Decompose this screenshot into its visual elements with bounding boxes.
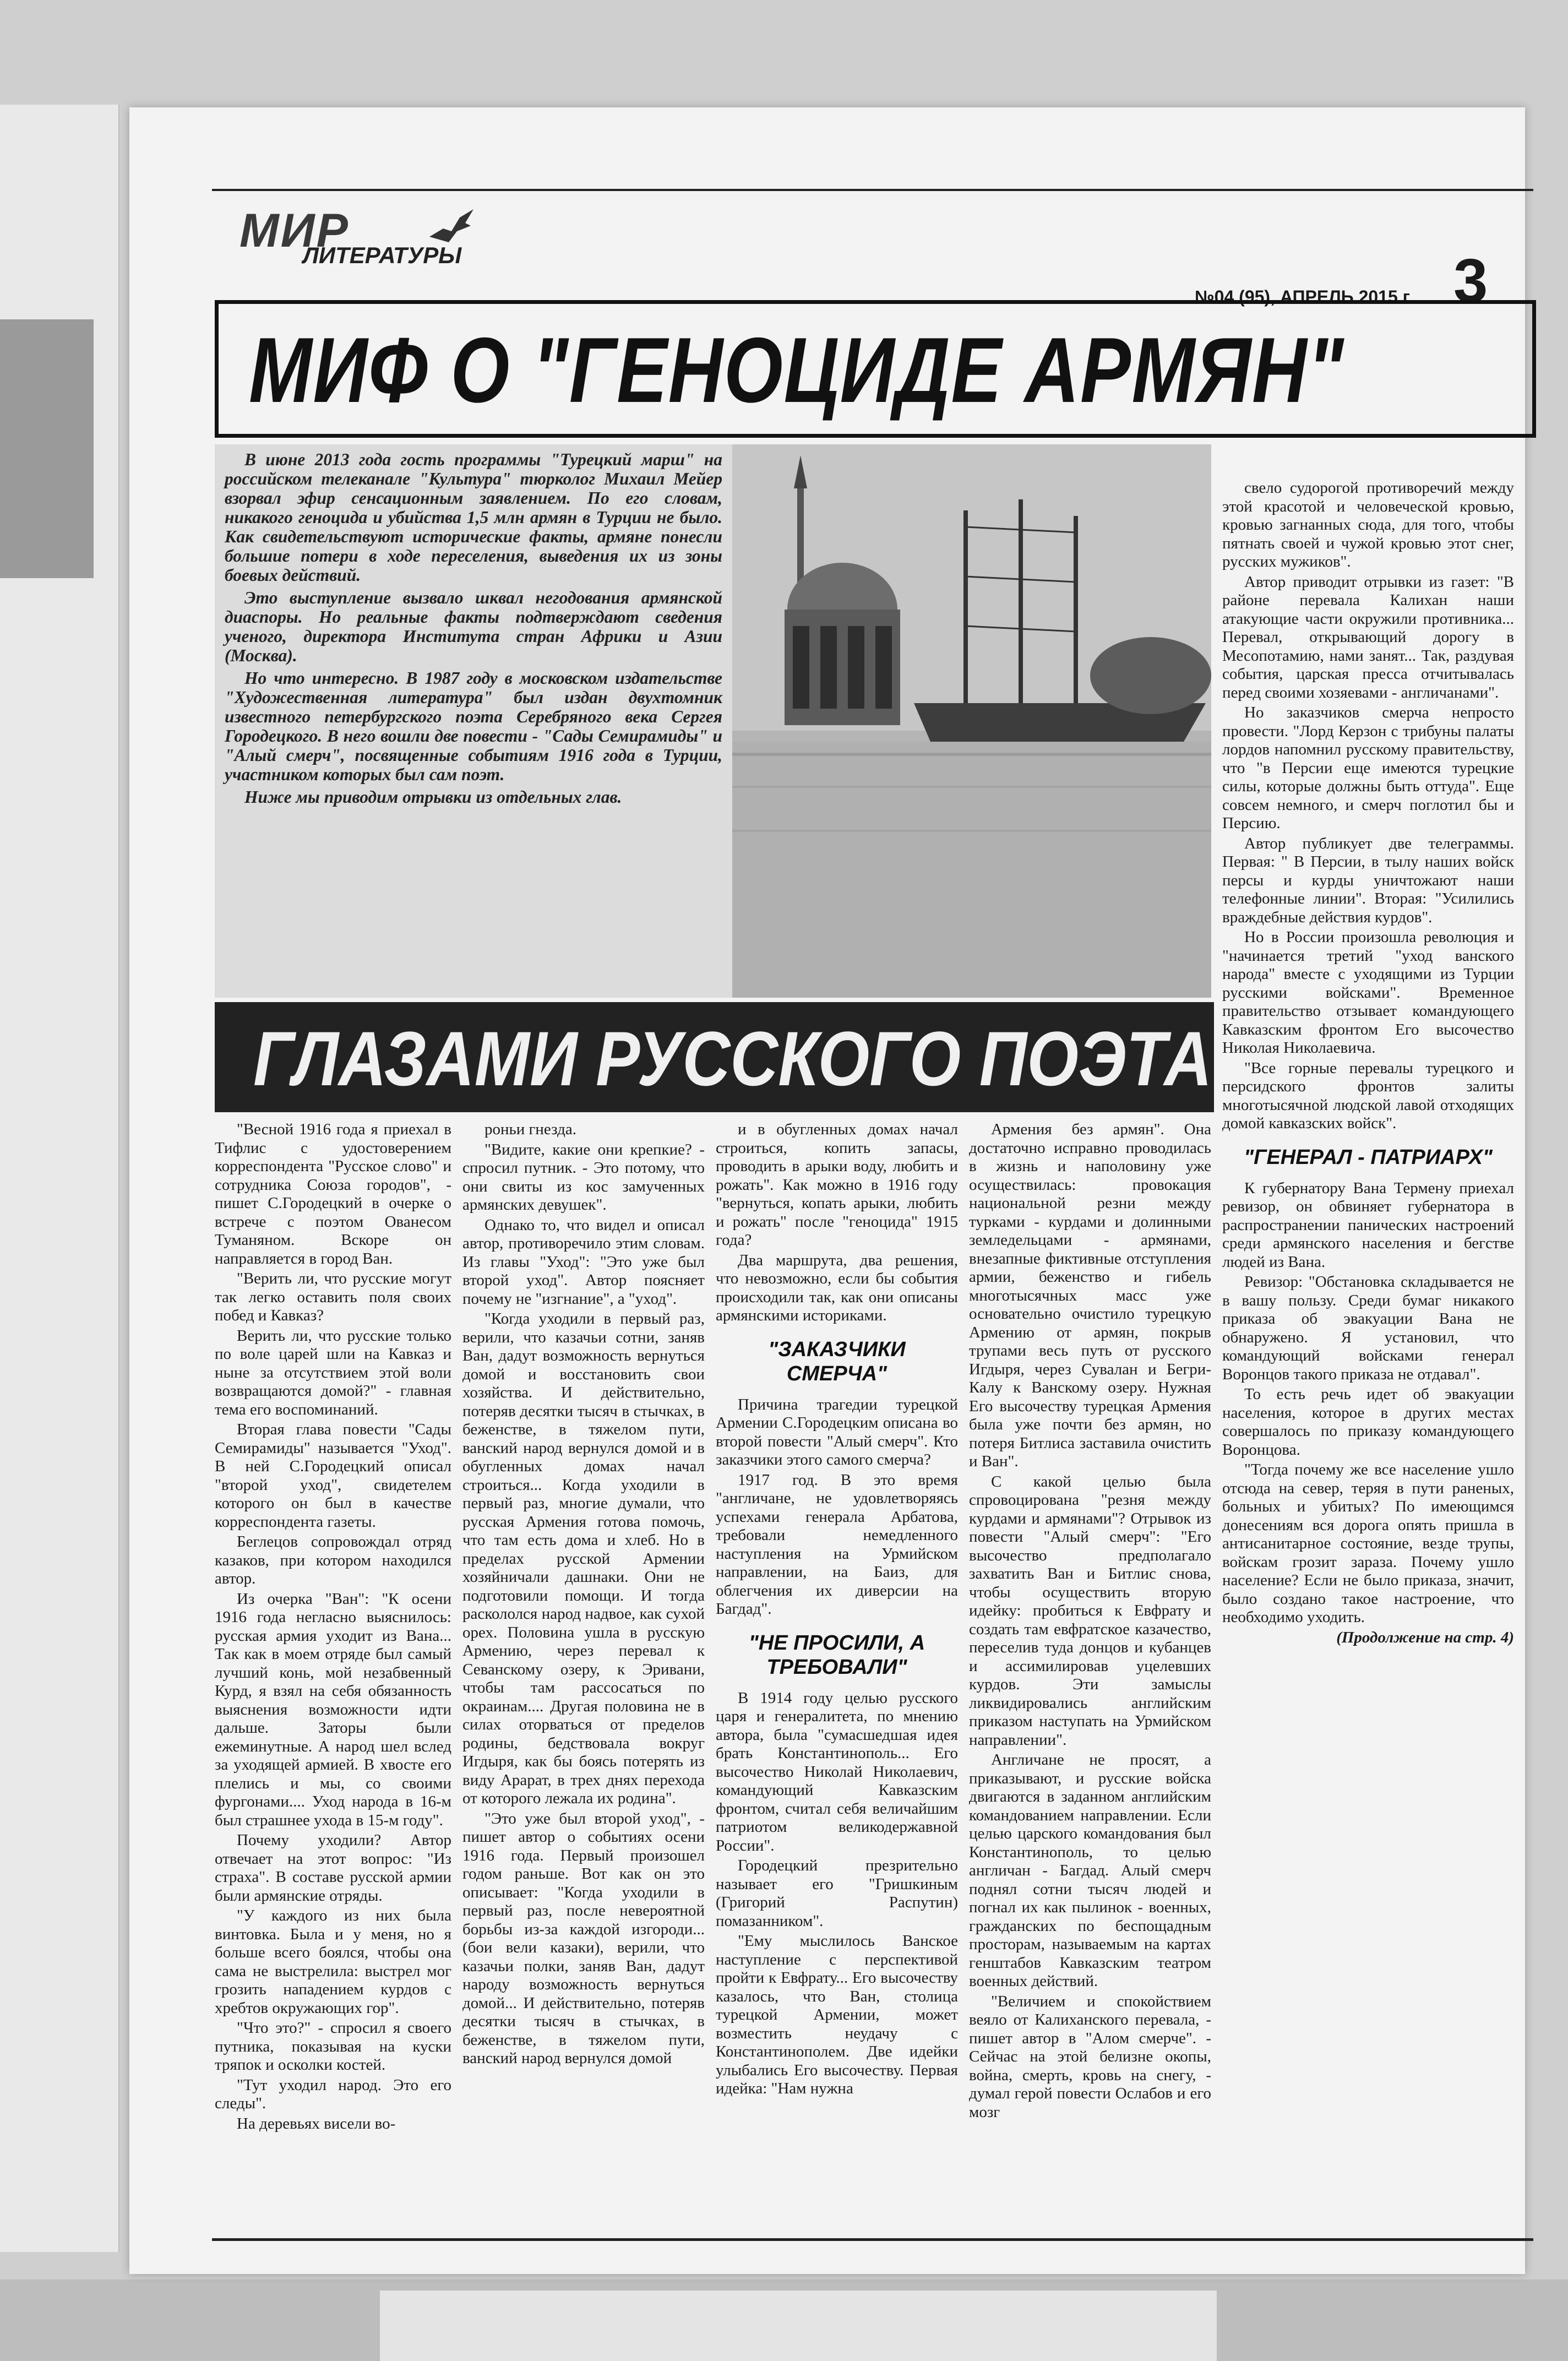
lead-text: В июне 2013 года гость программы "Турецкий марш" на российском телеканале "Культура" тюрколог Михаил Мейер взорвал эфир сенсационным заявлением. По его словам, никакого геноцида и убийства 1,5 млн армян в Турции не было. Как свидетельствуют исторические факты, армяне понесли большие потери в ходе переселения, выведения их из зоны боевых действий.	[225, 450, 722, 585]
paragraph: Ревизор: "Обстановка складывается не в вашу пользу. Среди бумаг никакого приказа об эвакуации Вана не обнаружено. Я установил, что командующий войсками генерал Воронцов такого приказа не отдавал".	[1222, 1273, 1514, 1383]
article-column-4	[969, 1120, 1211, 2123]
paragraph: "Это уже был второй уход", - пишет автор о событиях осени 1916 года. Первый произошел годом раньше. Вот как он это описывает: "Когда уходили в первый раз, после невероятной борьбы из-за каждой изгороди... (бои вели казаки), верили, что казачьи полки, заняв Ван, дадут народу возможность вернуться домой... И действительно, потеряв десятки тысяч в стычках, в беженстве, в тяжелом пути, ванский народ вернулся домой	[462, 1809, 705, 2067]
article-column-1	[215, 1120, 451, 2135]
paragraph: Верить ли, что русские только по воле царей шли на Кавказ и ныне за отсутствием этой воли возвращаются домой?" - главная тема его воспоминаний.	[215, 1326, 451, 1418]
paragraph: "У каждого из них была винтовка. Была и у меня, но я больше всего боялся, чтобы она сама не выстрелила: выстрел мог грозить нападением курдов с хребтов окружающих гор".	[215, 1907, 451, 2017]
paragraph: роньи гнезда.	[484, 1120, 576, 1138]
paragraph: 1917 год. В это время "англичане, не удовлетворяясь успехами генерала Арбатова, требовали немедленного наступления на Урмийском направлении, на Баиз, для облегчения их диверсии на Багдад".	[716, 1471, 958, 1618]
paragraph: Армения без армян". Она достаточно исправно проводилась в жизнь и наполовину уже осуществилась: провокация национальной резни между турками - курдами и долинными земледельцами - армянами, внезапные фиктивные отступления армии, беженство и гибель многотысячных масс уже основательно очистило турецкую Армению от армян, покрыв трупами весь путь от русского Игдыря, через Сувалан и Бегри-Калу к Ванскому озеру. Нужная Его высочеству турецкая Армения была уже почти без армян, но потеря Битлиса заставила очистить и Ван".	[969, 1120, 1211, 1470]
lead-text: Ниже мы приводим отрывки из отдельных глав.	[244, 787, 622, 807]
lead-text: Но что интересно. В 1987 году в московском издательстве "Художественная литература" был издан двухтомник известного петербургского поэта Серебряного века Сергея Городецкого. В него вошли две повести - "Сады Семирамиды" и "Алый смерч", посвященные событиям 1916 года в Турции, участником которых был сам поэт.	[225, 668, 722, 784]
paragraph: Городецкий презрительно называет его "Гришкиным (Григорий Распутин) помазанником".	[716, 1857, 958, 1930]
headline: МИФ О "ГЕНОЦИДЕ АРМЯН"	[249, 318, 1345, 422]
paragraph: Два маршрута, два решения, что невозможно, если бы события происходили так, как они описаны армянскими историками.	[716, 1251, 958, 1324]
paragraph: Автор приводит отрывки из газет: "В районе перевала Калихан наши атакующие части окружили противника... Перевал, открывающий дорогу в Месопотамию, нами занят... Так, раздувая события, царская пресса отчитывалась перед своими хозяевами - англичанами".	[1222, 573, 1514, 701]
mosque-photo	[732, 444, 1211, 998]
paragraph: Автор публикует две телеграммы. Первая: " В Персии, в тылу наших войск персы и курды уничтожают наши телефонные линии". Вторая: "Усилились враждебные действия курдов".	[1222, 834, 1514, 926]
paragraph: Но в России произошла революция и "начинается третий "уход ванского народа" вместе с уходящими из Турции русскими войсками". Временное правительство отзывает командующего Кавказским фронтом Его высочество Николая Николаевича.	[1222, 928, 1514, 1057]
background-card	[380, 2291, 1217, 2361]
paragraph: "Когда уходили в первый раз, верили, что казачьи сотни, заняв Ван, дадут возможность вернуться домой и восстановить свои хозяйства. И действительно, потеряв десятки тысяч в стычках, в беженстве, в тяжелом пути, ванский народ вернулся домой и в обугленных домах начал строиться... Когда уходили в первый раз, многие думали, что русская Армения готова помочь, что там есть дома и хлеб. Но в пределах русской Армении хозяйничали дашнаки. Они не подготовили помощи. И тогда раскололся народ надвое, как сухой орех. Половина ушла в русскую Армению, через перевал к Севанскому озеру, к Эривани, чтобы там рассосаться по окраинам.... Другая половина не в силах оторваться от пределов родины, бедствовала вокруг Игдыря, как бы боясь потерять из виду Арарат, в трех днях перехода от которого лежала их родина".	[462, 1310, 705, 1807]
issue-info: №04 (95), АПРЕЛЬ 2015 г.	[1195, 287, 1413, 307]
section-heading: "НЕ ПРОСИЛИ, А ТРЕБОВАЛИ"	[748, 1631, 925, 1679]
mosque-harbor-image	[732, 444, 1211, 998]
paragraph: "Весной 1916 года я приехал в Тифлис с удостоверением корреспондента "Русское слово" и сотрудника Союза городов", - пишет С.Городецкий в очерке о встрече с поэтом Ованесом Туманяном. Вскоре он направляется в город Ван.	[215, 1120, 451, 1267]
logo-word: МИР	[239, 204, 350, 257]
paragraph: Почему уходили? Автор отвечает на этот вопрос: "Из страха". В составе русской армии были армянские отряды.	[215, 1831, 451, 1905]
paragraph: "Тогда почему же все население ушло отсюда на север, теряя в пути раненых, больных и убитых? По имеющимся донесениям вся дорога опять пришла в антисанитарное состояние, везде трупы, войскам грозит зараза. Почему ушло население? Если не было приказа, значит, было создано такое настроение, что необходимо уходить.	[1222, 1461, 1514, 1626]
paragraph: "Ему мыслилось Ванское наступление с перспективой пройти к Евфрату... Его высочеству казалось, что Ван, столица турецкой Армении, может возместить неудачу с Константинополем. Две идейки улыбались Его высочеству. Первая идейка: "Нам нужна	[716, 1932, 958, 2097]
paragraph: Беглецов сопровождал отряд казаков, при котором находился автор.	[215, 1533, 451, 1587]
pegasus-icon	[427, 206, 476, 245]
paragraph: В 1914 году целью русского царя и генералитета, по мнению автора, была "сумасшедшая идея брать Константинополь... Его высочество Николай Николаевич, командующий Кавказским фронтом, считал себя величайшим патриотом великодержавной России".	[716, 1689, 958, 1854]
paragraph: Причина трагедии турецкой Армении С.Городецким описана во второй повести "Алый смерч". Кто заказчики этого самого смерча?	[716, 1395, 958, 1468]
subheadline: ГЛАЗАМИ РУССКОГО ПОЭТА	[253, 1015, 1212, 1102]
logo-subtitle: ЛИТЕРАТУРЫ	[303, 242, 462, 268]
subheadline-banner	[215, 1002, 1214, 1112]
paragraph: То есть речь идет об эвакуации населения, которое в других местах совершалось по приказу командующего Воронцова.	[1222, 1385, 1514, 1459]
paragraph: К губернатору Вана Термену приехал ревизор, он обвиняет губернатора в распространении панических настроений среди армянского населения и бегстве людей из Вана.	[1222, 1179, 1514, 1271]
paragraph: "Видите, какие они крепкие? - спросил путник. - Это потому, что они свиты из кос замученных армянских девушек".	[462, 1140, 705, 1214]
paragraph: "Все горные перевалы турецкого и персидского фронтов залиты многотысячной людской лавой отходящих домой кавказских войск".	[1222, 1059, 1514, 1132]
paragraph: "Верить ли, что русские могут так легко оставить поля своих побед и Кавказ?	[215, 1270, 451, 1324]
page-number: 3	[1453, 246, 1488, 315]
article-column-3	[716, 1120, 958, 2100]
paragraph: Но заказчиков смерча непросто провести. "Лорд Керзон с трибуны палаты лордов напомнил русскому правительству, что "в Персии еще имеются турецкие силы, которые должны быть оттуда". Еще совсем немного, и смерч поглотил бы и Персию.	[1222, 704, 1514, 832]
paragraph: Вторая глава повести "Сады Семирамиды" называется "Уход". В ней С.Городецкий описал "второй уход", свидетелем которого он был в качестве корреспондента газеты.	[215, 1421, 451, 1531]
paragraph: "Величием и спокойствием веяло от Калиханского перевала, - пишет автор в "Алом смерче". - Сейчас на этой белизне окопы, война, смерть, кровь на снегу, - думал герой повести Ослабов и его мозг	[969, 1992, 1211, 2121]
paragraph: Англичане не просят, а приказывают, и русские войска двигаются в заданном английским командованием направлении. Если целью царского командования был Константинополь, то целью англичан - Багдад. Алый смерч поднял сотни тысяч людей и погнал их как пылинок - военных, гражданских по беспощадным просторам, называемым на картах генштабов Кавказским театром военных действий.	[969, 1751, 1211, 1990]
section-heading: "ГЕНЕРАЛ - ПАТРИАРХ"	[1244, 1145, 1493, 1169]
paragraph: Из очерка "Ван": "К осени 1916 года негласно выяснилось: русская армия уходит из Вана... Так как в моем отряде был самый лучший конь, мой незабвенный Курд, я взял на себя обязанность выяснения возможности идти дальше. Заторы были ежеминутные. А народ шел вслед за уходящей армией. В хвосте его плелись и мы, со своими фургонами.... Уход народа в 16-м был страшнее ухода в 15-м году".	[215, 1590, 451, 1829]
article-column-2	[462, 1120, 705, 2070]
paragraph: "Что это?" - спросил я своего путника, показывая на куски тряпок и осколки костей.	[215, 2019, 451, 2074]
lead-text: Это выступление вызвало шквал негодования армянской диаспоры. Но реальные факты подтверждают сведения ученого, директора Института стран Африки и Азии (Москва).	[225, 588, 722, 665]
paragraph: "Тут уходил народ. Это его следы".	[215, 2076, 451, 2112]
continued-note: (Продолжение на стр. 4)	[1336, 1628, 1514, 1646]
section-heading: "ЗАКАЗЧИКИ СМЕРЧА"	[768, 1337, 906, 1385]
lead-paragraph	[215, 444, 732, 998]
background-surface	[0, 2280, 1568, 2361]
paragraph: На деревьях висели во-	[237, 2114, 396, 2132]
adjacent-page	[0, 105, 119, 2252]
paragraph: Однако то, что видел и описал автор, противоречило этим словам. Из главы "Уход": "Это уже был второй уход". Автор поясняет почему не "изгнание", а "уход".	[462, 1216, 705, 1308]
paragraph: С какой целью была спровоцирована "резня между курдами и армянами"? Отрывок из повести "Алый смерч": "Его высочество предполагало захватить Ван и Битлис снова, чтобы осуществить вторую идейку: пробиться к Евфрату и создать там евфратское казачество, переселив туда донцов и кубанцев и ассимилировав уцелевших курдов. Эти замыслы ликвидировались английским приказом наступать на Урмийском направлении".	[969, 1472, 1211, 1749]
article-column-5	[1222, 479, 1514, 1649]
newspaper-page	[129, 107, 1525, 2274]
paragraph: и в обугленных домах начал строиться, копить запасы, проводить в арыки воду, любить и рожать". Как можно в 1916 году "вернуться, копать арыки, любить и рожать" после "геноцида" 1915 года?	[716, 1120, 958, 1249]
masthead-rule	[212, 189, 1533, 191]
bottom-rule	[212, 2238, 1533, 2241]
paragraph: свело судорогой противоречий между этой красотой и человеческой кровью, кровью загнанных сюда, для того, чтобы пятнать своей и чужой кровью этот снег, русских мужиков".	[1222, 479, 1514, 570]
headline-box	[215, 300, 1536, 438]
adjacent-page-photo	[0, 319, 94, 578]
masthead-logo	[239, 204, 493, 275]
